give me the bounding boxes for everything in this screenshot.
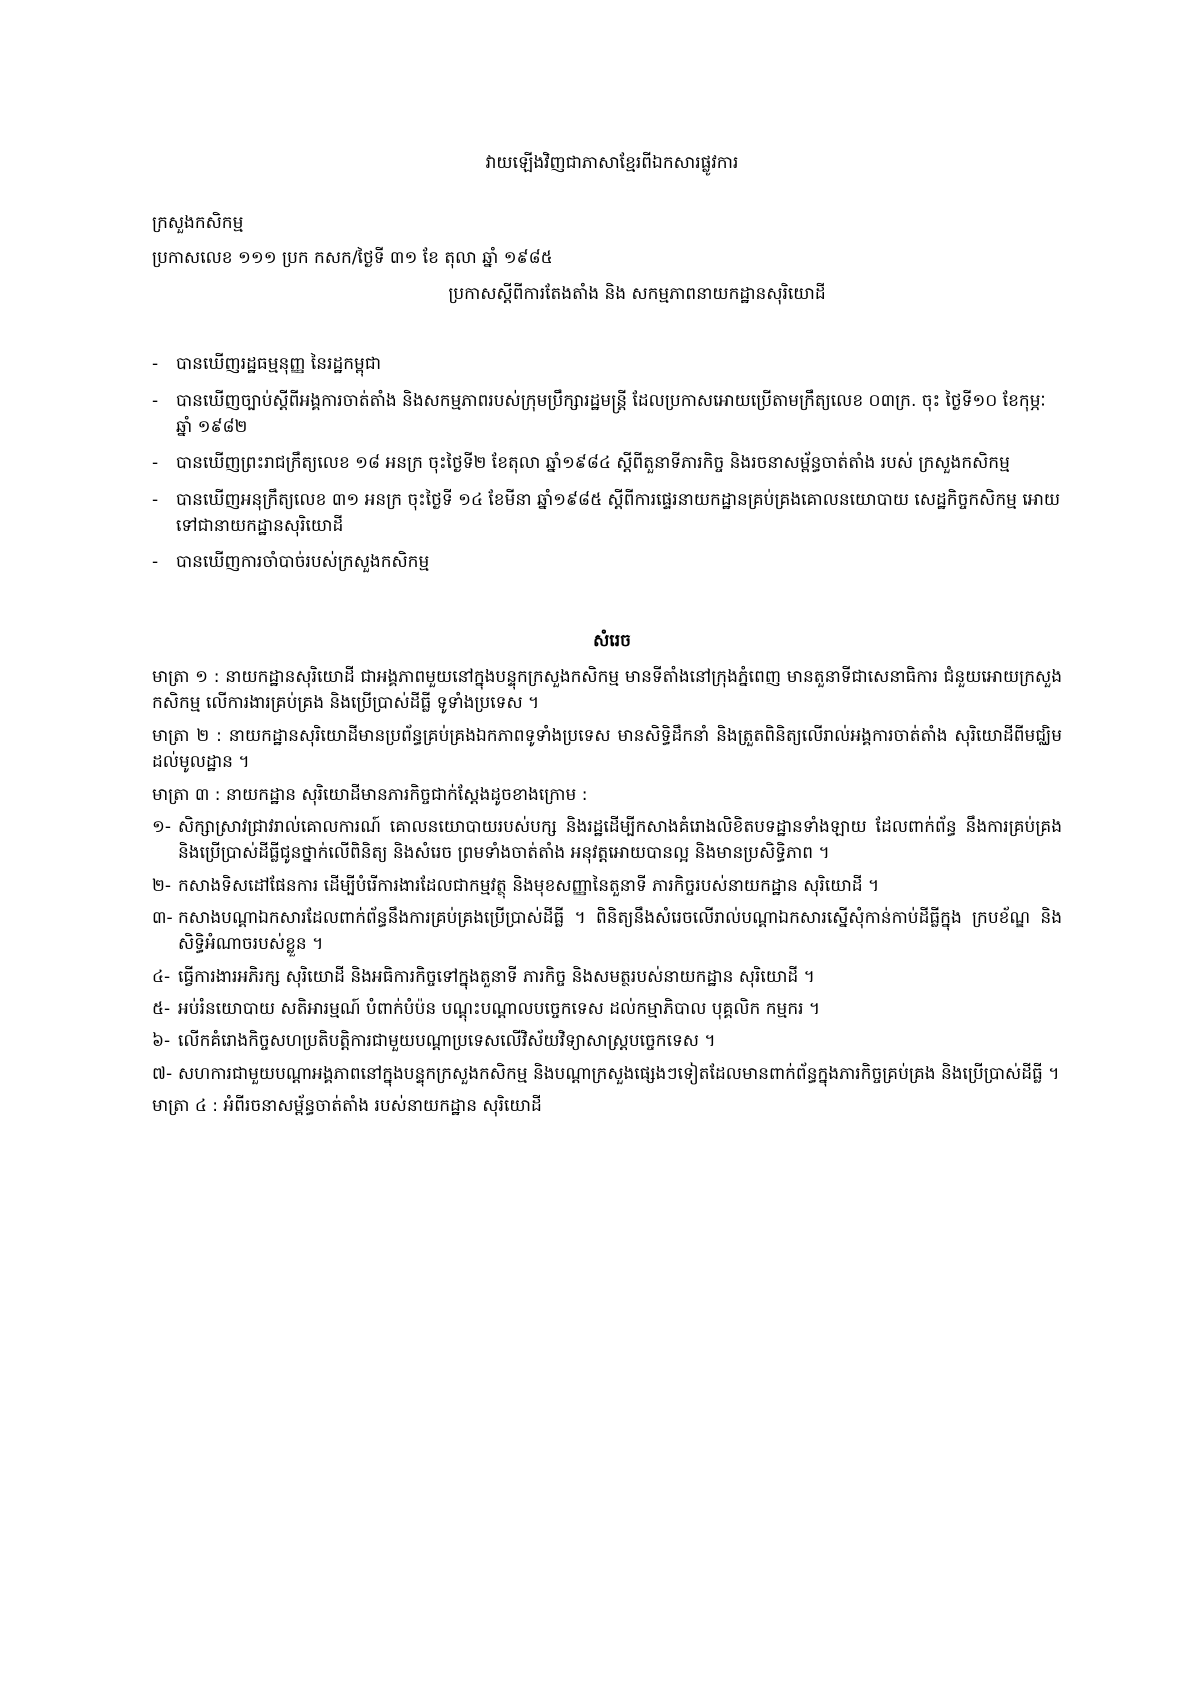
list-item bbox=[152, 814, 1062, 867]
list-item bbox=[152, 388, 1062, 441]
task-text: សិក្សាស្រាវជ្រាវរាល់គោលការណ៍ គោលនយោបាយរបស់បក្ស និងរដ្ឋដើម្បីកសាងគំរោងលិខិតបទដ្ឋានទាំងឡាយ ដែលពាក់ព័ន្ធ នឹងការគ្រប់គ្រង និងប្រើប្រាស់ដីធ្លីជូនថ្នាក់លើពិនិត្យ និងសំរេច ព្រមទាំងចាត់តាំង អនុវត្តអោយបានល្អ និងមានប្រសិទ្ធិភាព ។ bbox=[178, 816, 1062, 864]
list-item bbox=[152, 996, 1062, 1022]
task-text: កសាងទិសដៅផែនការ ដើម្បីបំរើការងារដែលជាកម្មវត្ថុ និងមុខសញ្ញានៃតួនាទី ភារកិច្ចរបស់នាយកដ្ឋាន សុរិយោដី ។ bbox=[178, 875, 880, 896]
article-4: មាត្រា ៤ : អំពីរចនាសម្ព័ន្ធចាត់តាំង របស់នាយកដ្ឋាន សុរិយោដី bbox=[152, 1095, 542, 1116]
considerations-list bbox=[152, 351, 1062, 575]
consideration-text: បានឃើញរដ្ឋធម្មនុញ្ញ នៃរដ្ឋកម្ពុជា bbox=[176, 354, 382, 375]
article-3-intro: មាត្រា ៣ : នាយកដ្ឋាន សុរិយោដីមានភារកិច្ចជាក់ស្តែងដូចខាងក្រោម : bbox=[152, 784, 588, 805]
task-number: ៦- bbox=[152, 1031, 171, 1052]
task-text: សហការជាមួយបណ្តាអង្គភាពនៅក្នុងបន្ទុកក្រសួងកសិកម្ម និងបណ្តាក្រសួងផ្សេងៗទៀតដែលមានពាក់ព័ន្ធក្នុងភារកិច្ចគ្រប់គ្រង និងប្រើប្រាស់ដីធ្លី ។ bbox=[178, 1063, 1060, 1084]
consideration-text: បានឃើញច្បាប់ស្តីពីអង្គការចាត់តាំង និងសកម្មភាពរបស់ក្រុមប្រឹក្សារដ្ឋមន្ត្រី ដែលប្រកាសអោយប្រើតាមក្រឹត្យលេខ ០៣ក្រ. ចុះ ថ្ងៃទី១០ ខែកុម្ភៈ ឆ្នាំ ១៩៨២ bbox=[176, 390, 1046, 438]
task-number: ៤- bbox=[152, 966, 171, 987]
task-number: ២- bbox=[152, 875, 172, 896]
dash-bullet: - bbox=[152, 390, 159, 411]
ministry-name: ក្រសួងកសិកម្ម bbox=[152, 213, 244, 234]
dash-bullet: - bbox=[152, 552, 159, 573]
list-item bbox=[152, 1028, 1062, 1054]
consideration-text: បានឃើញការចាំបាច់របស់ក្រសួងកសិកម្ម bbox=[176, 552, 430, 573]
decision-heading: សំរេច bbox=[593, 630, 631, 651]
list-item bbox=[152, 1061, 1062, 1087]
list-item bbox=[152, 873, 1062, 899]
consideration-text: បានឃើញព្រះរាជក្រឹត្យលេខ ១៨ អនក្រ ចុះថ្ងៃទី២ ខែតុលា ឆ្នាំ១៩៨៤ ស្តីពីតួនាទីភារកិច្ច និងរចនាសម្ព័ន្ធចាត់តាំង របស់ ក្រសួងកសិកម្ម bbox=[176, 453, 1010, 474]
list-item bbox=[152, 351, 1062, 377]
article-1: មាត្រា ១ : នាយកដ្ឋានសុរិយោដី ជាអង្គភាពមួយនៅក្នុងបន្ទុកក្រសួងកសិកម្ម មានទីតាំងនៅក្រុងភ្នំពេញ មានតួនាទីជាសេនាធិការ ជំនួយអោយក្រសួងកសិកម្ម លើការងារគ្រប់គ្រង និងប្រើប្រាស់ដីធ្លី ទូទាំងប្រទេស ។ bbox=[152, 667, 1062, 714]
list-item bbox=[152, 549, 1062, 575]
tasks-list bbox=[152, 814, 1062, 1087]
document-heading: វាយឡើងវិញជាភាសាខ្មែរពីឯកសារផ្លូវការ bbox=[485, 153, 739, 173]
task-text: កសាងបណ្តាឯកសារដែលពាក់ព័ន្ធនឹងការគ្រប់គ្រងប្រើប្រាស់ដីធ្លី ។ ពិនិត្យនឹងសំរេចលើរាល់បណ្តាឯកសារស្នើសុំកាន់កាប់ដីធ្លីក្នុង ក្របខ័ណ្ឌ និងសិទ្ធិអំណាចរបស់ខ្លួន ។ bbox=[178, 907, 1062, 955]
article-2: មាត្រា ២ : នាយកដ្ឋានសុរិយោដីមានប្រព័ន្ធគ្រប់គ្រងឯកភាពទូទាំងប្រទេស មានសិទ្ធិដឹកនាំ និងត្រួតពិនិត្យលើរាល់អង្គការចាត់តាំង សុរិយោដីពីមជ្ឈិមដល់មូលដ្ឋាន ។ bbox=[152, 725, 1062, 773]
task-text: លើកគំរោងកិច្ចសហប្រតិបត្តិការជាមួយបណ្តាប្រទេសលើវិស័យវិទ្យាសាស្ត្របច្ចេកទេស ។ bbox=[178, 1031, 716, 1052]
list-item bbox=[152, 905, 1062, 958]
reference-line: ប្រកាសលេខ ១១១ ប្រក កសក/ថ្ងៃទី ៣១ ខែ តុលា ឆ្នាំ ១៩៨៥ bbox=[152, 247, 553, 268]
dash-bullet: - bbox=[152, 489, 159, 510]
list-item bbox=[152, 487, 1062, 540]
task-text: អប់រំនយោបាយ សតិអារម្មណ៍ បំពាក់បំប៉ន បណ្តុះបណ្តាលបច្ចេកទេស ដល់កម្មាភិបាល បុគ្គលិក កម្មករ ។ bbox=[178, 998, 821, 1019]
list-item bbox=[152, 450, 1062, 476]
task-number: ៧- bbox=[152, 1063, 173, 1084]
task-number: ៣- bbox=[152, 907, 173, 928]
list-item bbox=[152, 964, 1062, 990]
task-number: ១- bbox=[152, 816, 172, 837]
task-number: ៥- bbox=[152, 998, 171, 1019]
dash-bullet: - bbox=[152, 453, 159, 474]
task-text: ធ្វើការងារអភិរក្ស សុរិយោដី និងអធិការកិច្ចទៅក្នុងតួនាទី ភារកិច្ច និងសមត្ថរបស់នាយកដ្ឋាន សុរិយោដី ។ bbox=[178, 966, 815, 987]
consideration-text: បានឃើញអនុក្រឹត្យលេខ ៣១ អនក្រ ចុះថ្ងៃទី ១៤ ខែមីនា ឆ្នាំ១៩៨៥ ស្តីពីការផ្ទេរនាយកដ្ឋានគ្រប់គ្រងគោលនយោបាយ សេដ្ឋកិច្ចកសិកម្ម អោយទៅជានាយកដ្ឋានសុរិយោដី bbox=[176, 489, 1061, 537]
dash-bullet: - bbox=[152, 354, 159, 375]
document-title: ប្រកាសស្តីពីការតែងតាំង និង សកម្មភាពនាយកដ្ឋានសុរិយោដី bbox=[448, 284, 826, 305]
